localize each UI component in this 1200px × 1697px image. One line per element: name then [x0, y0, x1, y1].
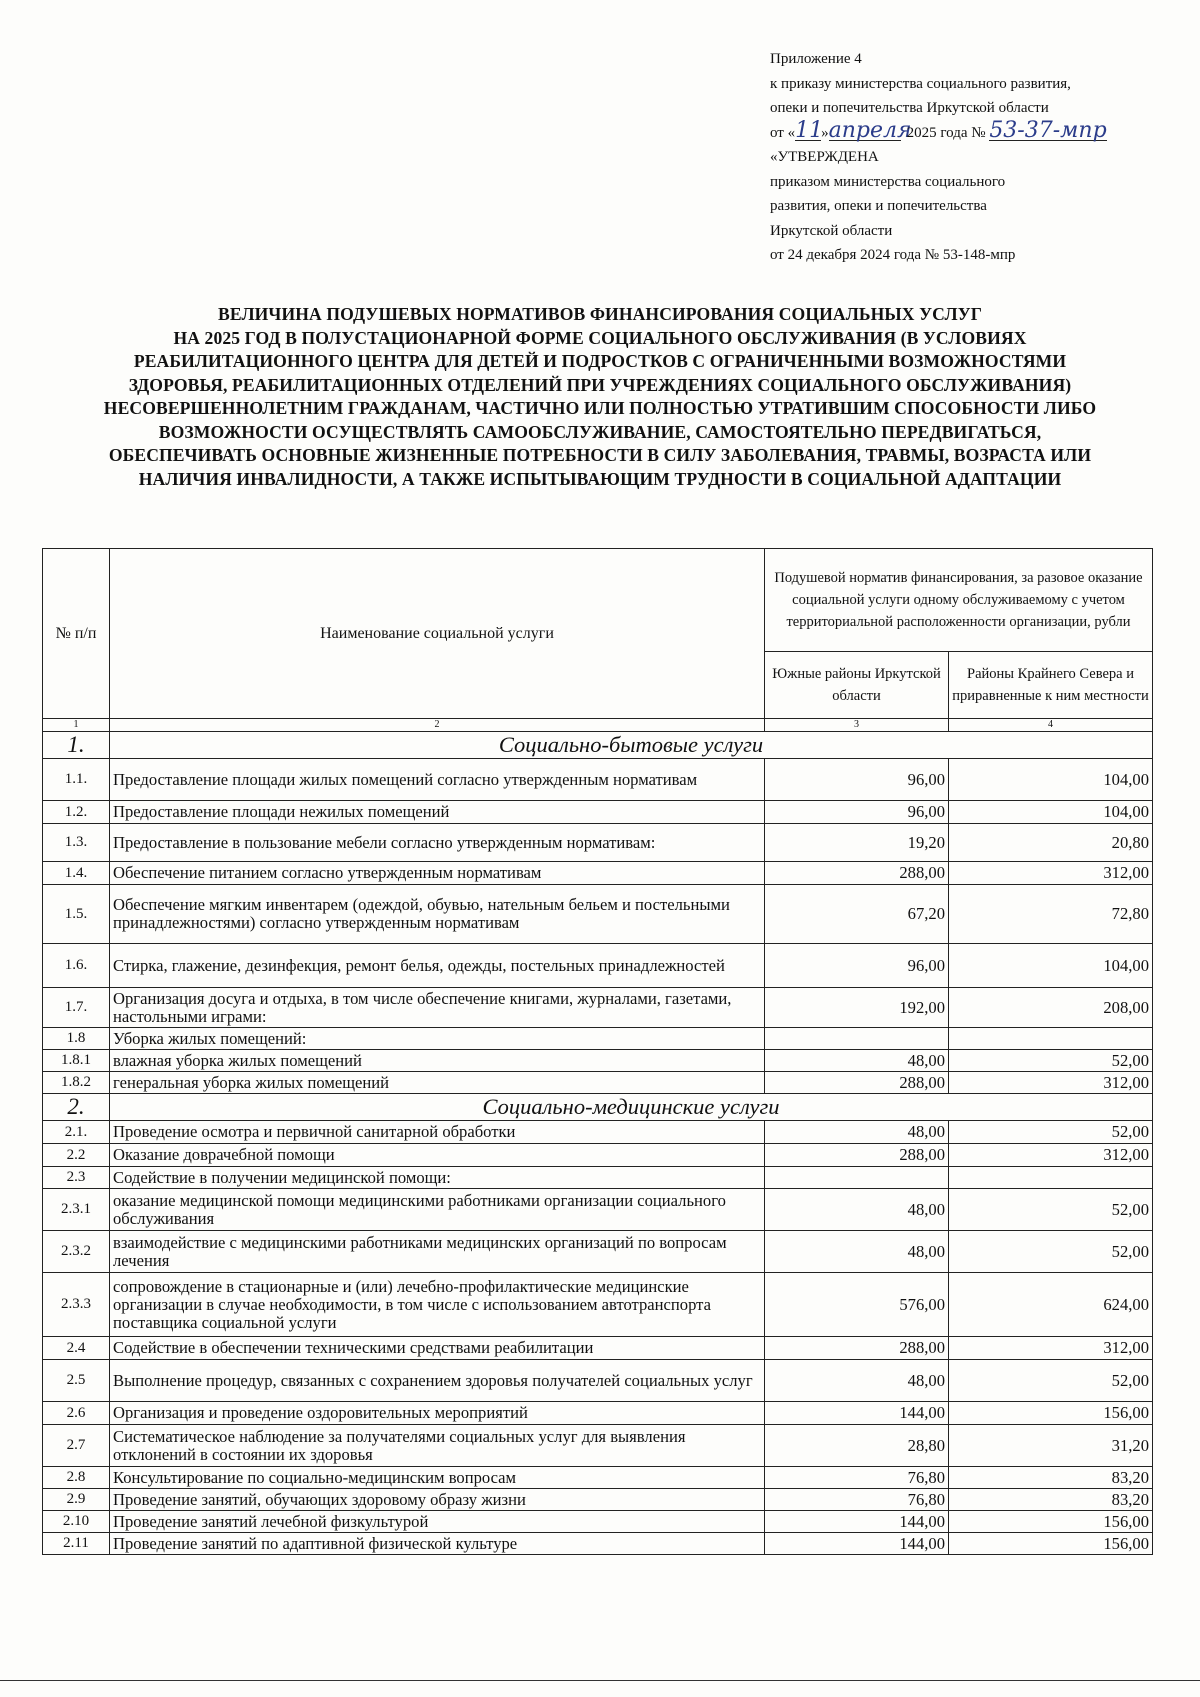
table-row	[43, 1489, 1153, 1511]
approved-by-line-2: развития, опеки и попечительства	[770, 198, 987, 214]
appendix-order-date-line	[770, 117, 1190, 146]
service-name: Оказание доврачебной помощи	[110, 1144, 765, 1167]
row-number: 1.4.	[43, 862, 110, 885]
column-number-row	[43, 719, 1153, 732]
section-row	[43, 1094, 1153, 1121]
table-row	[43, 1189, 1153, 1231]
title-line: ОБЕСПЕЧИВАТЬ ОСНОВНЫЕ ЖИЗНЕННЫЕ ПОТРЕБНОСТИ В СИЛУ ЗАБОЛЕВАНИЯ, ТРАВМЫ, ВОЗРАСТА ИЛИ	[108, 445, 1092, 465]
handwritten-day: 11	[795, 117, 824, 143]
table-row	[43, 1028, 1153, 1050]
service-name: Систематическое наблюдение за получателями социальных услуг для выявления отклонений в состоянии их здоровья	[110, 1425, 765, 1467]
table-row	[43, 1467, 1153, 1489]
table-row	[43, 1167, 1153, 1189]
appendix-title: Приложение 4	[770, 51, 862, 67]
table-row	[43, 1121, 1153, 1144]
row-number: 2.4	[43, 1337, 110, 1360]
value-north: 208,00	[949, 988, 1153, 1028]
service-name: Содействие в получении медицинской помощи:	[110, 1167, 765, 1189]
table-row	[43, 1231, 1153, 1273]
row-number: 1.1.	[43, 759, 110, 801]
value-south: 48,00	[765, 1189, 949, 1231]
section-title: Социально-бытовые услуги	[110, 732, 1153, 759]
handwritten-order-number: 53-37-мпр	[989, 117, 1107, 143]
header-north: Районы Крайнего Севера и приравненные к ним местности	[949, 652, 1153, 719]
value-north: 83,20	[949, 1489, 1153, 1511]
row-number: 2.8	[43, 1467, 110, 1489]
title-line: ВОЗМОЖНОСТИ ОСУЩЕСТВЛЯТЬ САМООБСЛУЖИВАНИЕ, САМОСТОЯТЕЛЬНО ПЕРЕДВИГАТЬСЯ,	[158, 421, 1042, 442]
table-row	[43, 1144, 1153, 1167]
table-row	[43, 1533, 1153, 1555]
value-south	[765, 1028, 949, 1050]
row-number: 2.3.2	[43, 1231, 110, 1273]
value-south: 28,80	[765, 1425, 949, 1467]
value-south: 144,00	[765, 1533, 949, 1555]
service-name: Обеспечение питанием согласно утвержденным нормативам	[110, 862, 765, 885]
table-row	[43, 1425, 1153, 1467]
document-title	[40, 303, 1160, 491]
row-number: 1.3.	[43, 824, 110, 862]
header-service-name: Наименование социальной услуги	[110, 549, 765, 719]
value-south: 67,20	[765, 885, 949, 944]
service-name: Предоставление площади нежилых помещений	[110, 801, 765, 824]
row-number: 2.11	[43, 1533, 110, 1555]
header-south: Южные районы Иркутской области	[765, 652, 949, 719]
section-title: Социально-медицинские услуги	[110, 1094, 1153, 1121]
value-north: 312,00	[949, 1337, 1153, 1360]
value-north: 52,00	[949, 1189, 1153, 1231]
value-south: 48,00	[765, 1050, 949, 1072]
header-norm: Подушевой норматив финансирования, за разовое оказание социальной услуги одному обслуживаемому с учетом территориальной расположенности организации, рубли	[765, 549, 1153, 652]
service-name: сопровождение в стационарные и (или) лечебно-профилактические медицинские организации в случае необходимости, в том числе с использованием автотранспорта поставщика социальной услуги	[110, 1273, 765, 1337]
table-row	[43, 885, 1153, 944]
appendix-order-ref-2: опеки и попечительства Иркутской области	[770, 100, 1049, 116]
service-name: Проведение занятий лечебной физкультурой	[110, 1511, 765, 1533]
value-north: 624,00	[949, 1273, 1153, 1337]
row-number: 1.5.	[43, 885, 110, 944]
service-name: Организация досуга и отдыха, в том числе обеспечение книгами, журналами, газетами, настольными играми:	[110, 988, 765, 1028]
service-name: Обеспечение мягким инвентарем (одеждой, обувью, нательным бельем и постельными принадлежностями) согласно утвержденным нормативам	[110, 885, 765, 944]
table-row	[43, 1337, 1153, 1360]
value-north: 156,00	[949, 1511, 1153, 1533]
row-number: 2.3	[43, 1167, 110, 1189]
table-row	[43, 862, 1153, 885]
row-number: 2.10	[43, 1511, 110, 1533]
row-number: 2.5	[43, 1360, 110, 1402]
column-number: 3	[765, 719, 949, 732]
row-number: 1.6.	[43, 944, 110, 988]
header-num: № п/п	[43, 549, 110, 719]
value-north: 104,00	[949, 944, 1153, 988]
row-number: 2.2	[43, 1144, 110, 1167]
value-north: 104,00	[949, 801, 1153, 824]
service-name: взаимодействие с медицинскими работниками медицинских организаций по вопросам лечения	[110, 1231, 765, 1273]
table-row	[43, 1360, 1153, 1402]
value-south: 96,00	[765, 759, 949, 801]
title-line: НА 2025 ГОД В ПОЛУСТАЦИОНАРНОЙ ФОРМЕ СОЦИАЛЬНОГО ОБСЛУЖИВАНИЯ (В УСЛОВИЯХ	[173, 327, 1027, 348]
service-name: влажная уборка жилых помещений	[110, 1050, 765, 1072]
value-north: 312,00	[949, 862, 1153, 885]
row-number: 1.8	[43, 1028, 110, 1050]
service-name: Предоставление площади жилых помещений согласно утвержденным нормативам	[110, 759, 765, 801]
order-prefix: от «	[770, 124, 796, 141]
value-south: 96,00	[765, 801, 949, 824]
section-number: 1.	[43, 732, 110, 759]
service-name: Проведение занятий, обучающих здоровому образу жизни	[110, 1489, 765, 1511]
row-number: 2.3.3	[43, 1273, 110, 1337]
service-name: Уборка жилых помещений:	[110, 1028, 765, 1050]
service-name: Проведение осмотра и первичной санитарной обработки	[110, 1121, 765, 1144]
title-line: РЕАБИЛИТАЦИОННОГО ЦЕНТРА ДЛЯ ДЕТЕЙ И ПОДРОСТКОВ С ОГРАНИЧЕННЫМИ ВОЗМОЖНОСТЯМИ	[133, 351, 1067, 371]
handwritten-month: апреля	[828, 117, 912, 143]
value-south: 288,00	[765, 1337, 949, 1360]
value-south: 48,00	[765, 1360, 949, 1402]
approved-order-date: от 24 декабря 2024 года № 53-148-мпр	[770, 247, 1016, 263]
column-number: 4	[949, 719, 1153, 732]
service-name: Содействие в обеспечении техническими средствами реабилитации	[110, 1337, 765, 1360]
value-north: 52,00	[949, 1231, 1153, 1273]
table-row	[43, 1511, 1153, 1533]
section-row	[43, 732, 1153, 759]
row-number: 2.3.1	[43, 1189, 110, 1231]
table-row	[43, 801, 1153, 824]
title-line: ВЕЛИЧИНА ПОДУШЕВЫХ НОРМАТИВОВ ФИНАНСИРОВАНИЯ СОЦИАЛЬНЫХ УСЛУГ	[218, 304, 982, 324]
row-number: 2.7	[43, 1425, 110, 1467]
value-north: 156,00	[949, 1533, 1153, 1555]
value-north	[949, 1167, 1153, 1189]
bottom-rule	[0, 1680, 1200, 1681]
table-body	[43, 732, 1153, 1555]
service-name: Предоставление в пользование мебели согласно утвержденным нормативам:	[110, 824, 765, 862]
value-south: 76,80	[765, 1467, 949, 1489]
section-number: 2.	[43, 1094, 110, 1121]
order-mid: »	[821, 124, 829, 141]
row-number: 2.9	[43, 1489, 110, 1511]
value-south: 576,00	[765, 1273, 949, 1337]
row-number: 1.2.	[43, 801, 110, 824]
value-south: 288,00	[765, 1072, 949, 1094]
value-south: 144,00	[765, 1511, 949, 1533]
value-north: 104,00	[949, 759, 1153, 801]
value-north	[949, 1028, 1153, 1050]
value-south: 96,00	[765, 944, 949, 988]
title-line: НЕСОВЕРШЕННОЛЕТНИМ ГРАЖДАНАМ, ЧАСТИЧНО ИЛИ ПОЛНОСТЬЮ УТРАТИВШИМ СПОСОБНОСТИ ЛИБО	[103, 398, 1097, 418]
table-row	[43, 824, 1153, 862]
table-row	[43, 988, 1153, 1028]
column-number: 2	[110, 719, 765, 732]
value-south: 48,00	[765, 1121, 949, 1144]
row-number: 2.6	[43, 1402, 110, 1425]
table-row	[43, 1402, 1153, 1425]
value-south: 19,20	[765, 824, 949, 862]
value-north: 156,00	[949, 1402, 1153, 1425]
service-name: генеральная уборка жилых помещений	[110, 1072, 765, 1094]
table-row	[43, 759, 1153, 801]
value-north: 52,00	[949, 1121, 1153, 1144]
service-name: Организация и проведение оздоровительных мероприятий	[110, 1402, 765, 1425]
table-row	[43, 1273, 1153, 1337]
service-name: Консультирование по социально-медицинским вопросам	[110, 1467, 765, 1489]
value-north: 31,20	[949, 1425, 1153, 1467]
appendix-block	[770, 47, 1190, 268]
table-row	[43, 1050, 1153, 1072]
value-north: 52,00	[949, 1050, 1153, 1072]
value-south: 192,00	[765, 988, 949, 1028]
service-name: Стирка, глажение, дезинфекция, ремонт белья, одежды, постельных принадлежностей	[110, 944, 765, 988]
table-row	[43, 944, 1153, 988]
appendix-order-ref: к приказу министерства социального развития,	[770, 75, 1071, 92]
title-line: НАЛИЧИЯ ИНВАЛИДНОСТИ, А ТАКЖЕ ИСПЫТЫВАЮЩИМ ТРУДНОСТИ В СОЦИАЛЬНОЙ АДАПТАЦИИ	[138, 468, 1062, 489]
row-number: 2.1.	[43, 1121, 110, 1144]
value-south: 48,00	[765, 1231, 949, 1273]
approved-label: «УТВЕРЖДЕНА	[770, 149, 879, 165]
row-number: 1.8.1	[43, 1050, 110, 1072]
title-line: ЗДОРОВЬЯ, РЕАБИЛИТАЦИОННЫХ ОТДЕЛЕНИЙ ПРИ УЧРЕЖДЕНИЯХ СОЦИАЛЬНОГО ОБСЛУЖИВАНИЯ)	[128, 374, 1072, 395]
row-number: 1.7.	[43, 988, 110, 1028]
row-number: 1.8.2	[43, 1072, 110, 1094]
value-south	[765, 1167, 949, 1189]
value-north: 52,00	[949, 1360, 1153, 1402]
order-year-text: 2025 года №	[906, 124, 986, 141]
value-south: 288,00	[765, 862, 949, 885]
value-south: 288,00	[765, 1144, 949, 1167]
service-name: оказание медицинской помощи медицинскими работниками организации социального обслуживания	[110, 1189, 765, 1231]
value-south: 144,00	[765, 1402, 949, 1425]
approved-by-line-3: Иркутской области	[770, 222, 893, 239]
value-south: 76,80	[765, 1489, 949, 1511]
column-number: 1	[43, 719, 110, 732]
norms-table	[42, 548, 1153, 1555]
approved-by-line: приказом министерства социального	[770, 173, 1006, 190]
service-name: Выполнение процедур, связанных с сохранением здоровья получателей социальных услуг	[110, 1360, 765, 1402]
value-north: 72,80	[949, 885, 1153, 944]
service-name: Проведение занятий по адаптивной физической культуре	[110, 1533, 765, 1555]
value-north: 312,00	[949, 1144, 1153, 1167]
value-north: 83,20	[949, 1467, 1153, 1489]
value-north: 312,00	[949, 1072, 1153, 1094]
table-row	[43, 1072, 1153, 1094]
value-north: 20,80	[949, 824, 1153, 862]
